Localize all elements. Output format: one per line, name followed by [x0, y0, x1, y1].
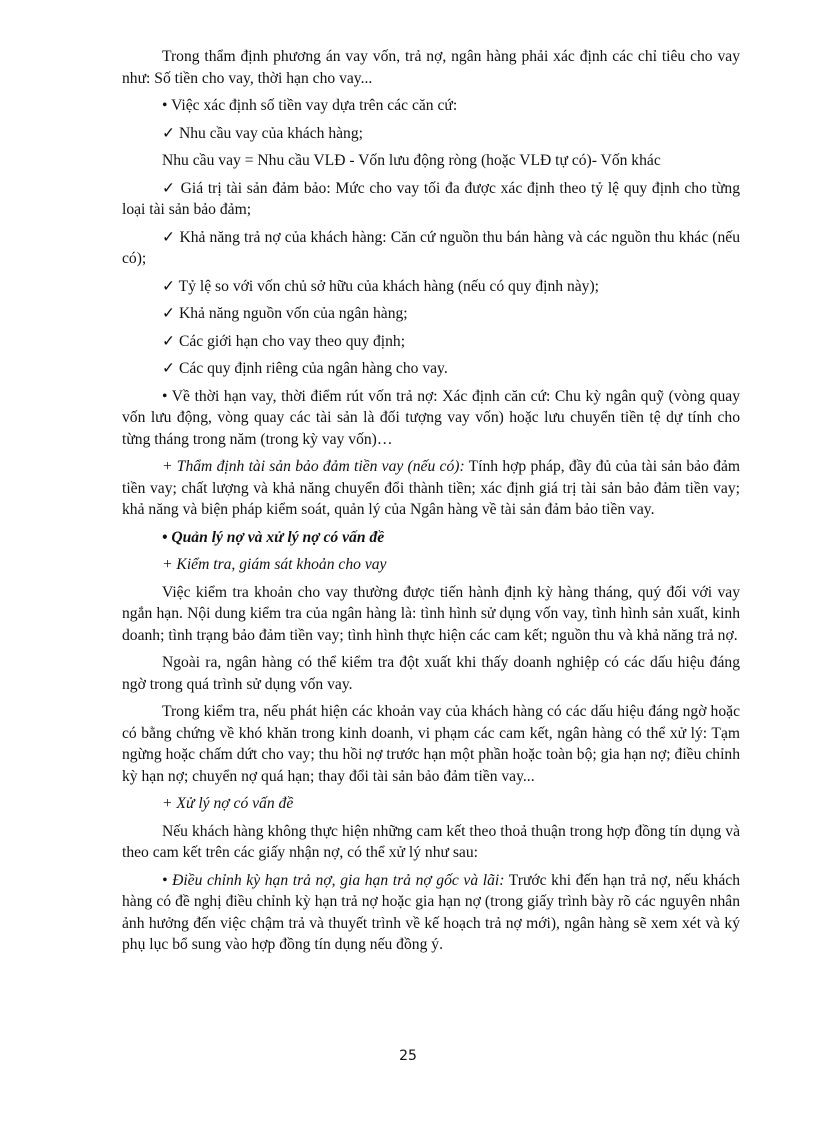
collateral-appraisal-lead: + Thẩm định tài sản bảo đảm tiền vay (nếu có): — [162, 458, 465, 475]
document-body — [122, 46, 740, 962]
page-number: 25 — [399, 1048, 417, 1064]
bullet-loan-amount-basis: • Việc xác định số tiền vay dựa trên các căn cứ: — [162, 97, 458, 114]
paragraph-breach-handling: Nếu khách hàng không thực hiện những cam kết theo thoả thuận trong hợp đồng tín dụng và theo cam kết trên các giấy nhận nợ, có thể xử lý như sau: — [122, 822, 740, 861]
paragraph-loan-inspection: Việc kiểm tra khoản cho vay thường được tiến hành định kỳ hàng tháng, quý đối với vay ngắn hạn. Nội dung kiểm tra của ngân hàng là: tình hình sử dụng vốn vay, tình hình sản xuất, kinh doanh; tình trạng bảo đảm tiền vay; tình hình thực hiện các cam kết; nguồn thu và khả năng trả nợ. — [122, 583, 740, 644]
check-item-lending-limits: ✓ Các giới hạn cho vay theo quy định; — [162, 332, 406, 350]
collateral-appraisal-text: Tính hợp pháp, đầy đủ của tài sản bảo đảm tiền vay; chất lượng và khả năng chuyển đổi thành tiền; xác định giá trị tài sản bảo đảm tiền vay; khả năng và biện pháp kiểm soát, quản lý của Ngân hàng về tài sản đảm bảo tiền vay. — [122, 458, 740, 518]
check-item-demand: ✓ Nhu cầu vay của khách hàng; — [162, 124, 363, 142]
paragraph-intro: Trong thẩm định phương án vay vốn, trả nợ, ngân hàng phải xác định các chỉ tiêu cho vay như: Số tiền cho vay, thời hạn cho vay... — [122, 48, 740, 87]
subheading-loan-monitoring: + Kiểm tra, giám sát khoản cho vay — [162, 556, 387, 573]
term-adjustment-lead: • Điều chỉnh kỳ hạn trả nợ, gia hạn trả nợ gốc và lãi: — [162, 871, 505, 889]
formula-line: Nhu cầu vay = Nhu cầu VLĐ - Vốn lưu động ròng (hoặc VLĐ tự có)- Vốn khác — [162, 152, 661, 169]
paragraph-inspection-actions: Trong kiểm tra, nếu phát hiện các khoản vay của khách hàng có các dấu hiệu đáng ngờ hoặc có bằng chứng về khó khăn trong kinh doanh, vi phạm các cam kết, ngân hàng có thể xử lý: Tạm ngừng hoặc chấm dứt cho vay; thu hồi nợ trước hạn một phần hoặc toàn bộ; gia hạn nợ; điều chỉnh kỳ hạn nợ; chuyển nợ quá hạn; thay đổi tài sản bảo đảm tiền vay... — [122, 703, 740, 785]
term-adjustment-text: Trước khi đến hạn trả nợ, nếu khách hàng có đề nghị điều chỉnh kỳ hạn trả nợ hoặc gia hạn nợ (trong giấy trình bày rõ các nguyên nhân ảnh hưởng đến việc chậm trả và thuyết trình về kế hoạch trả nợ mới), ngân hàng sẽ xem xét và ký phụ lục bổ sung vào hợp đồng tín dụng nếu đồng ý. — [122, 871, 740, 953]
check-item-collateral-value: ✓ Giá trị tài sản đảm bảo: Mức cho vay tối đa được xác định theo tỷ lệ quy định cho từng loại tài sản bảo đảm; — [122, 179, 740, 218]
bullet-loan-term: • Về thời hạn vay, thời điểm rút vốn trả nợ: Xác định căn cứ: Chu kỳ ngân quỹ (vòng quay vốn lưu động, vòng quay các tài sản là đối tượng vay vốn) hoặc lưu chuyển tiền tệ dự tính cho từng tháng trong năm (trong kỳ vay vốn)… — [122, 387, 740, 448]
check-item-equity-ratio: ✓ Tỷ lệ so với vốn chủ sở hữu của khách hàng (nếu có quy định này); — [162, 277, 600, 295]
check-item-bank-rules: ✓ Các quy định riêng của ngân hàng cho vay. — [162, 360, 448, 377]
paragraph-term-adjustment — [122, 870, 740, 956]
check-item-bank-capital: ✓ Khả năng nguồn vốn của ngân hàng; — [162, 305, 408, 322]
check-item-repayment-ability: ✓ Khả năng trả nợ của khách hàng: Căn cứ nguồn thu bán hàng và các nguồn thu khác (nếu có); — [122, 228, 740, 267]
paragraph-collateral-appraisal — [122, 456, 740, 521]
paragraph-surprise-inspection: Ngoài ra, ngân hàng có thể kiểm tra đột xuất khi thấy doanh nghiệp có các dấu hiệu đáng ngờ trong quá trình sử dụng vốn vay. — [122, 654, 740, 693]
section-heading-debt-management: • Quản lý nợ và xử lý nợ có vấn đề — [162, 528, 385, 546]
subheading-problem-debt: + Xử lý nợ có vấn đề — [162, 795, 294, 812]
